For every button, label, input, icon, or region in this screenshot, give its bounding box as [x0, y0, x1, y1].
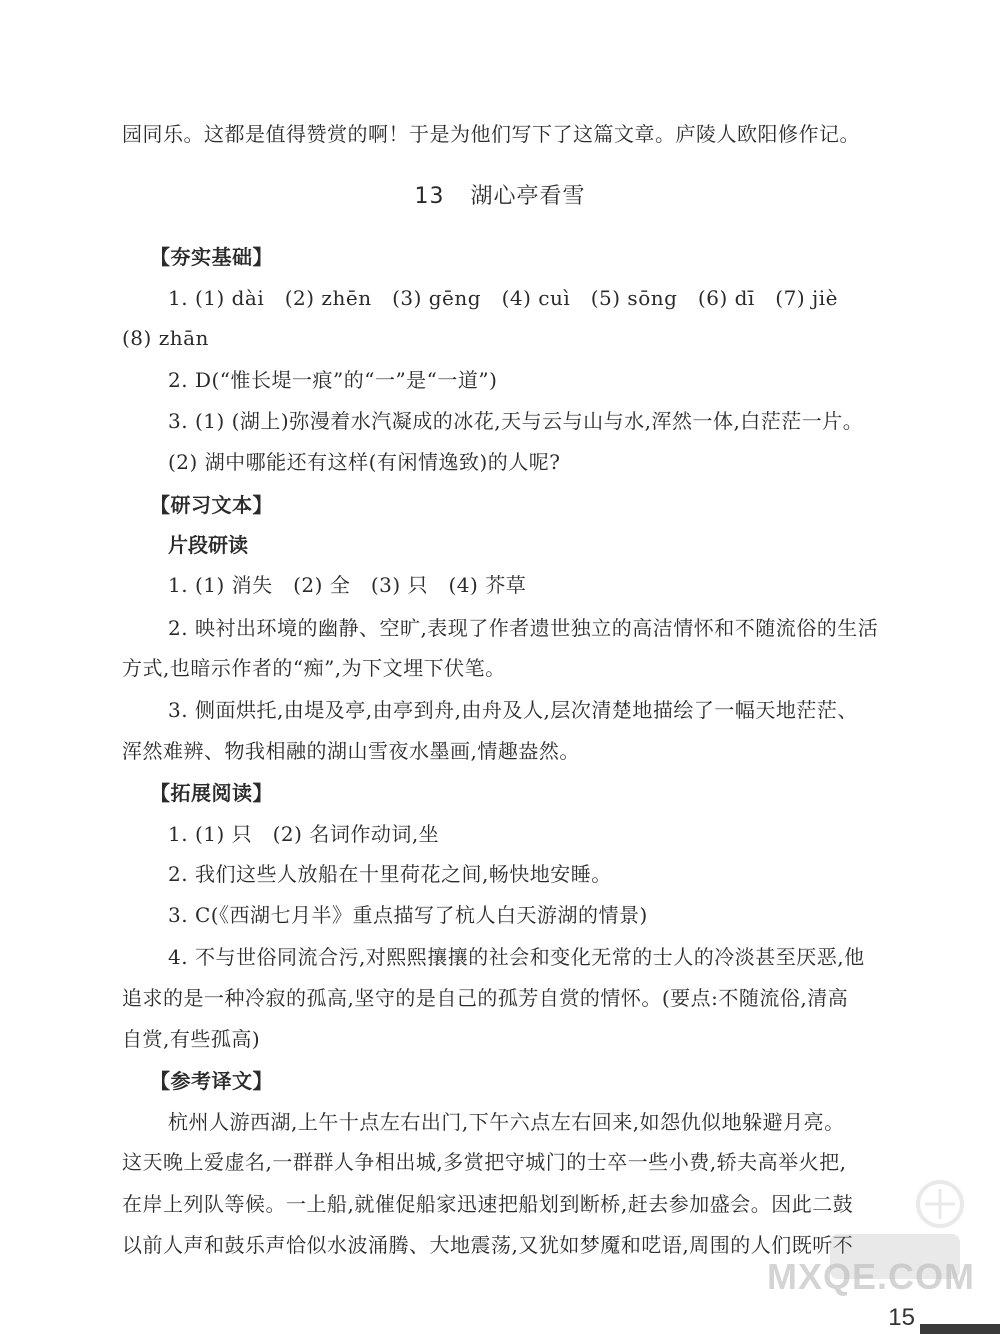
page-number: 15 — [888, 1304, 915, 1331]
section-heading: 【参考译文】 — [150, 1069, 273, 1093]
text-line: (2) 湖中哪能还有这样(有闲情逸致)的人呢? — [168, 450, 561, 474]
text-line: 杭州人游西湖,上午十点左右出门,下午六点左右回来,如怨仇似地躲避月亮。 — [168, 1110, 845, 1134]
watermark-text: MXQE.COM — [766, 1256, 975, 1297]
text-line: 3. (1) (湖上)弥漫着水汽凝成的冰花,天与云与山与水,浑然一体,白茫茫一片。 — [168, 409, 864, 433]
text-line: 这天晚上爱虚名,一群群人争相出城,多赏把守城门的士卒一些小费,轿夫高举火把, — [122, 1150, 847, 1174]
text-line: 1. (1) dài (2) zhēn (3) gēng (4) cuì (5) sōng (6) dī (7) jiè — [168, 286, 838, 310]
text-line: 自赏,有些孤高) — [122, 1027, 261, 1051]
section-heading: 【研习文本】 — [150, 493, 273, 517]
page-number-bar — [920, 1324, 1000, 1334]
text-line: 3. C(《西湖七月半》重点描写了杭人白天游湖的情景) — [168, 903, 648, 927]
text-line: 2. 映衬出环境的幽静、空旷,表现了作者遗世独立的高洁情怀和不随流俗的生活 — [168, 616, 879, 640]
text-line: 2. 我们这些人放船在十里荷花之间,畅快地安睡。 — [168, 862, 612, 886]
text-line: 园同乐。这都是值得赞赏的啊！于是为他们写下了这篇文章。庐陵人欧阳修作记。 — [122, 122, 860, 146]
text-line: (8) zhān — [122, 326, 209, 350]
article-title — [0, 182, 1000, 212]
text-line: 3. 侧面烘托,由堤及亭,由亭到舟,由舟及人,层次清楚地描绘了一幅天地茫茫、 — [168, 698, 858, 722]
text-line: 浑然难辨、物我相融的湖山雪夜水墨画,情趣盎然。 — [122, 739, 580, 763]
article-number: 13 — [414, 184, 445, 209]
text-line: 追求的是一种冷寂的孤高,坚守的是自己的孤芳自赏的情怀。(要点:不随流俗,清高 — [122, 986, 849, 1010]
subsection-heading: 片段研读 — [168, 533, 248, 557]
section-heading: 【拓展阅读】 — [150, 781, 273, 805]
text-line: 方式,也暗示作者的“痴”,为下文埋下伏笔。 — [122, 656, 506, 680]
section-heading: 【夯实基础】 — [150, 245, 273, 269]
text-line: 1. (1) 只 (2) 名词作动词,坐 — [168, 822, 440, 846]
text-line: 在岸上列队等候。一上船,就催促船家迅速把船划到断桥,赶去参加盛会。因此二鼓 — [122, 1192, 854, 1216]
text-line: 1. (1) 消失 (2) 全 (3) 只 (4) 芥草 — [168, 573, 527, 597]
text-line: 4. 不与世俗同流合污,对熙熙攘攘的社会和变化无常的士人的冷淡甚至厌恶,他 — [168, 945, 865, 969]
text-line: 2. D(“惟长堤一痕”的“一”是“一道”) — [168, 368, 498, 392]
text-line: 以前人声和鼓乐声恰似水波涌腾、大地震荡,又犹如梦魇和呓语,周围的人们既听不 — [122, 1233, 854, 1257]
article-title-text: 湖心亭看雪 — [470, 184, 586, 209]
